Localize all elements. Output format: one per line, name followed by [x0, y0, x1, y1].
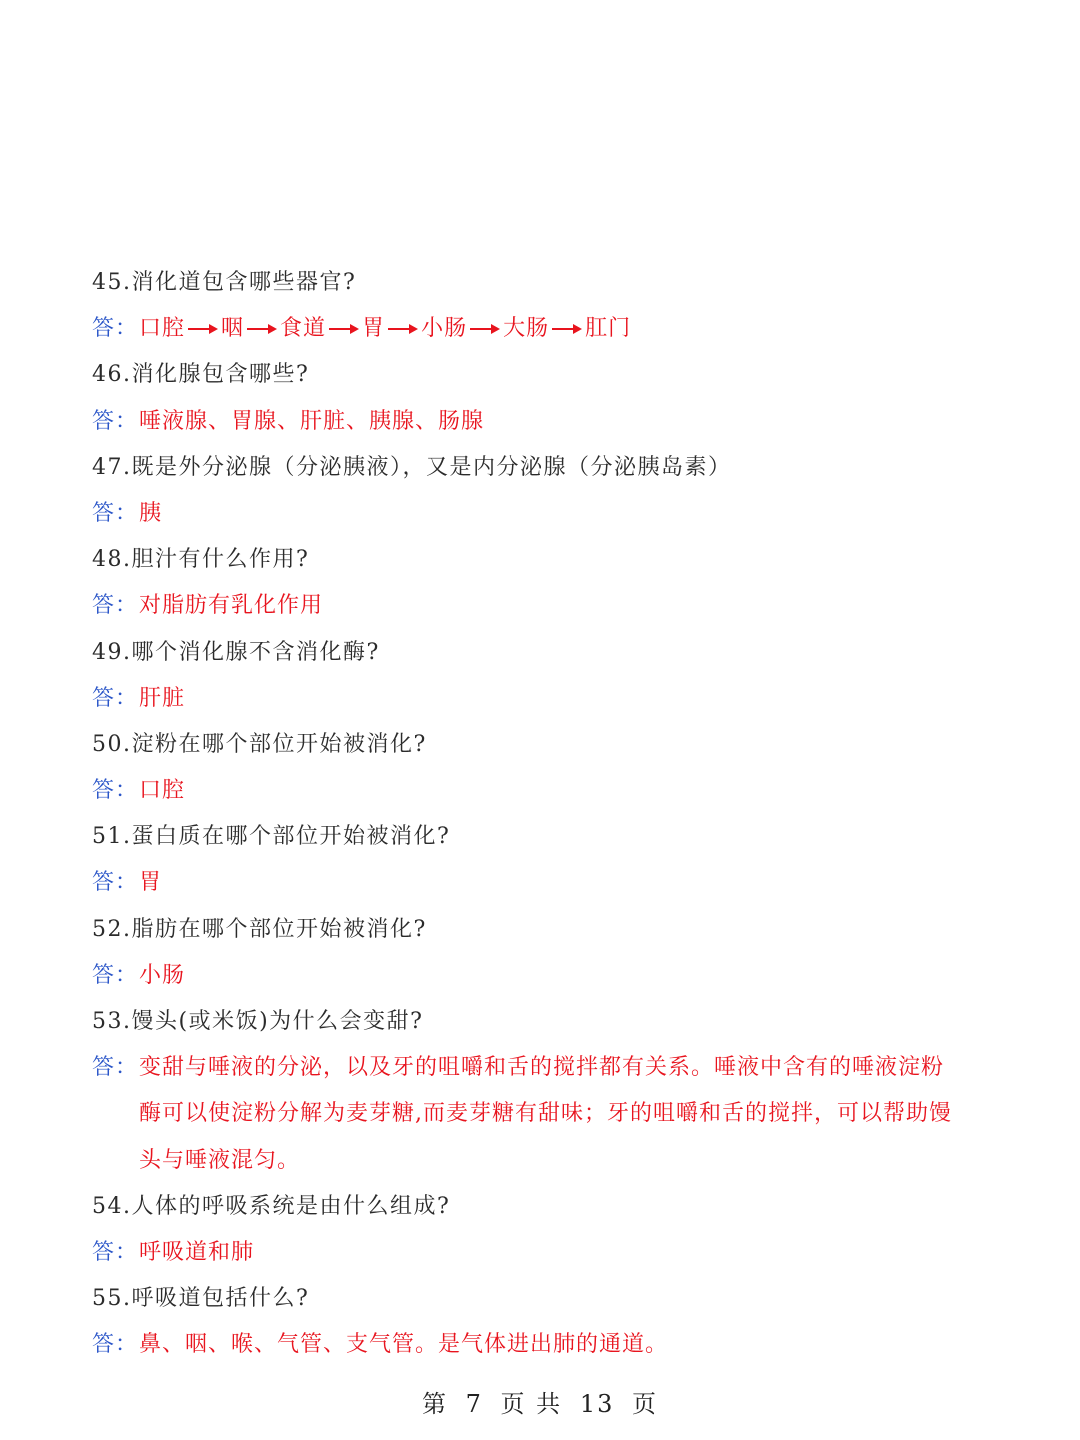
right-arrow-icon — [388, 322, 418, 336]
chain-item: 咽 — [221, 316, 245, 342]
question-51: 51.蛋白质在哪个部位开始被消化? — [92, 824, 451, 850]
chain-item: 小肠 — [421, 316, 468, 342]
answer-label: 答： — [92, 500, 139, 526]
answer-55 — [92, 1322, 1002, 1368]
answer-text-line-1: 变甜与唾液的分泌，以及牙的咀嚼和舌的搅拌都有关系。唾液中含有的唾液淀粉 — [139, 1055, 945, 1081]
qa-item-48 — [92, 537, 1002, 629]
qa-item-51 — [92, 814, 1002, 906]
answer-text: 唾液腺、胃腺、肝脏、胰腺、肠腺 — [139, 408, 485, 434]
answer-text-line-3: 头与唾液混匀。 — [139, 1147, 301, 1173]
answer-text: 胃 — [139, 870, 163, 896]
qa-item-47 — [92, 445, 1002, 537]
footer-prefix: 第 — [421, 1390, 448, 1418]
answer-text: 口腔 — [139, 778, 186, 804]
answer-47 — [92, 491, 1002, 537]
answer-46 — [92, 399, 1002, 445]
footer-suffix: 页 — [632, 1390, 659, 1418]
answer-48 — [92, 583, 1002, 629]
question-50: 50.淀粉在哪个部位开始被消化? — [92, 731, 427, 757]
answer-text: 对脂肪有乳化作用 — [139, 593, 324, 619]
right-arrow-icon — [470, 322, 500, 336]
answer-text-line-2: 酶可以使淀粉分解为麦芽糖,而麦芽糖有甜味；牙的咀嚼和舌的搅拌，可以帮助馒 — [139, 1101, 952, 1127]
qa-item-52 — [92, 907, 1002, 999]
qa-item-53 — [92, 999, 1002, 1184]
answer-49 — [92, 676, 1002, 722]
chain-item: 大肠 — [503, 316, 550, 342]
answer-label: 答： — [92, 870, 139, 896]
qa-item-55 — [92, 1276, 1002, 1368]
question-54: 54.人体的呼吸系统是由什么组成? — [92, 1193, 451, 1219]
right-arrow-icon — [247, 322, 277, 336]
qa-item-54 — [92, 1184, 1002, 1276]
answer-label: 答： — [92, 1332, 139, 1358]
qa-list — [92, 260, 1002, 1369]
right-arrow-icon — [552, 322, 582, 336]
question-49: 49.哪个消化腺不含消化酶? — [92, 639, 380, 665]
answer-50 — [92, 768, 1002, 814]
answer-label: 答： — [92, 1239, 139, 1265]
question-53: 53.馒头(或米饭)为什么会变甜? — [92, 1009, 424, 1034]
answer-51 — [92, 860, 1002, 906]
right-arrow-icon — [329, 322, 359, 336]
question-52: 52.脂肪在哪个部位开始被消化? — [92, 916, 427, 942]
chain-item: 食道 — [280, 316, 327, 342]
question-55: 55.呼吸道包括什么? — [92, 1286, 310, 1312]
qa-item-49 — [92, 630, 1002, 722]
right-arrow-icon — [188, 322, 218, 336]
page-footer — [0, 1384, 1080, 1419]
answer-text: 肝脏 — [139, 685, 186, 711]
total-pages: 13 — [579, 1390, 615, 1418]
question-46: 46.消化腺包含哪些? — [92, 362, 310, 388]
answer-text: 胰 — [139, 500, 163, 526]
answer-text: 小肠 — [139, 962, 186, 988]
answer-53 — [92, 1045, 1002, 1091]
page-number: 7 — [465, 1390, 483, 1418]
answer-52 — [92, 953, 1002, 999]
answer-label: 答： — [92, 408, 139, 434]
answer-text: 呼吸道和肺 — [139, 1239, 255, 1265]
chain-item: 胃 — [362, 316, 386, 342]
answer-45 — [92, 306, 1002, 352]
answer-54 — [92, 1230, 1002, 1276]
question-45: 45.消化道包含哪些器官? — [92, 270, 357, 295]
answer-text: 鼻、咽、喉、气管、支气管。是气体进出肺的通道。 — [139, 1332, 669, 1358]
chain-item: 肛门 — [585, 316, 632, 342]
qa-item-50 — [92, 722, 1002, 814]
answer-label: 答： — [92, 1055, 139, 1081]
qa-item-45 — [92, 260, 1002, 352]
answer-label: 答： — [92, 685, 139, 711]
answer-label: 答： — [92, 962, 139, 988]
question-48: 48.胆汁有什么作用? — [92, 547, 310, 573]
answer-label: 答： — [92, 316, 139, 342]
answer-label: 答： — [92, 593, 139, 619]
qa-item-46 — [92, 352, 1002, 444]
footer-middle: 页 共 — [500, 1390, 563, 1418]
question-47: 47.既是外分泌腺（分泌胰液），又是内分泌腺（分泌胰岛素） — [92, 454, 732, 480]
answer-label: 答： — [92, 778, 139, 804]
chain-item: 口腔 — [139, 316, 186, 342]
